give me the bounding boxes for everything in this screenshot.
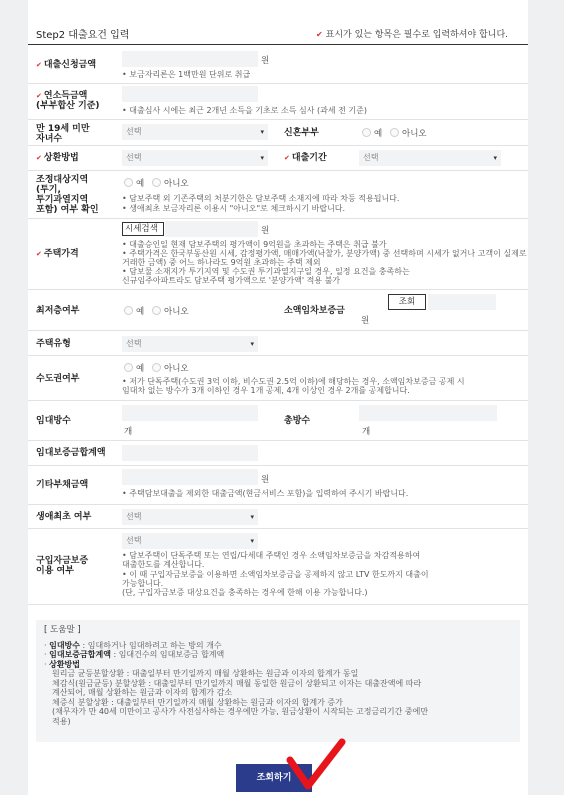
loan-period-select[interactable]: 선택 ▾	[359, 150, 501, 166]
metro-no-radio[interactable]: 아니오	[152, 362, 189, 374]
help-line: 체감식(원금균등) 분할상환 : 대출일부터 만기일까지 매월 동일한 원금이 상환되고 이자는 대출잔액에 따라	[52, 678, 422, 688]
newlywed-label: 신혼부부	[284, 128, 319, 138]
row-divider	[28, 528, 528, 529]
other-debt-unit: 원	[261, 475, 270, 485]
small-deposit-input[interactable]	[428, 294, 496, 310]
required-mark-icon: ✔	[36, 154, 42, 162]
metro-note-1: • 저가 단독주택(수도권 3억 이하, 비수도권 2.5억 이하)에 해당하는 경우, 소액임차보증금 공제 시	[122, 377, 465, 386]
row-divider	[28, 400, 528, 401]
loan-period-label: ✔ 대출기간	[284, 153, 327, 163]
help-line: (채무자가 만 40세 미만이고 공사가 사전심사하는 경우에만 가능, 원금상환이 시작되는 고정금리기간 중에만	[52, 707, 429, 716]
row-divider	[28, 604, 528, 605]
help-line: 계산되어, 매월 상환하는 원금과 이자의 합계가 감소	[52, 688, 233, 697]
newlywed-no-radio[interactable]: 아니오	[390, 127, 427, 139]
help-line: 원리금 균등분할상환 : 대출일부터 만기일까지 매월 상환하는 원금과 이자의 합계가 동일	[52, 669, 359, 678]
adjust-area-note-1: • 담보주택 외 기존주택의 처분기한은 담보주택 소재지에 따라 차등 적용됩니다.	[122, 194, 400, 203]
row-divider	[28, 355, 528, 356]
house-type-label: 주택유형	[36, 339, 71, 349]
row-divider	[28, 170, 528, 171]
loan-amount-unit: 원	[261, 56, 270, 66]
house-price-note-1: • 대출승인일 현재 담보주택의 평가액이 9억원을 초과하는 주택은 취급 불가	[122, 240, 387, 249]
guarantee-note-2: 대출한도를 계산합니다.	[122, 560, 205, 569]
guarantee-note-3: • 이 때 구입자금보증을 이용하면 소액임차보증금을 공제하지 않고 LTV 한도까지 대출이	[122, 570, 429, 579]
repayment-method-label: ✔ 상환방법	[36, 153, 79, 163]
house-price-label: ✔ 주택가격	[36, 249, 79, 259]
house-type-select[interactable]: 선택 ▾	[122, 336, 258, 352]
metro-area-label: 수도권여부	[36, 374, 80, 384]
rental-rooms-label: 임대방수	[36, 416, 71, 426]
under19-children-select[interactable]: 선택 ▾	[122, 124, 268, 140]
house-price-note-3: 거래한 금액) 중 어느 하나라도 9억원 초과하는 주택 제외	[122, 258, 321, 267]
row-divider	[28, 145, 528, 146]
required-mark-icon: ✔	[36, 92, 42, 100]
required-mark-icon: ✔	[36, 61, 42, 69]
small-deposit-label: 소액임차보증금	[284, 306, 345, 316]
metro-yes-radio[interactable]: 예	[124, 362, 144, 374]
row-divider	[28, 440, 528, 441]
guarantee-note-4: 가능합니다.	[122, 579, 164, 588]
house-price-input[interactable]	[165, 221, 258, 237]
help-box	[36, 620, 520, 742]
row-divider	[28, 465, 528, 466]
required-note: ✔ 표시가 있는 항목은 필수로 입력하셔야 합니다.	[315, 30, 508, 40]
help-line: 적용)	[52, 716, 71, 726]
lowest-floor-yes-radio[interactable]: 예	[124, 305, 144, 317]
repayment-method-select[interactable]: 선택 ▾	[122, 150, 268, 166]
radio-circle-icon	[152, 306, 161, 315]
section-title: Step2 대출요건 입력	[36, 30, 130, 41]
house-price-unit: 원	[261, 226, 270, 236]
radio-circle-icon	[124, 178, 133, 187]
radio-circle-icon	[124, 306, 133, 315]
radio-circle-icon	[390, 128, 399, 137]
first-time-label: 생애최초 여부	[36, 512, 92, 522]
other-debt-label: 기타부채금액	[36, 480, 89, 490]
rental-deposit-total-input[interactable]	[122, 445, 258, 461]
house-price-note-4: • 담보물 소재지가 투기지역 및 수도권 투기과열지구일 경우, 일정 요건을 충족하는	[122, 267, 410, 276]
required-mark-icon: ✔	[36, 250, 42, 258]
loan-requirements-panel	[28, 0, 528, 795]
required-check-icon: ✔	[315, 30, 323, 39]
header-divider	[28, 44, 528, 45]
loan-amount-input[interactable]	[122, 51, 258, 67]
other-debt-note: • 주택담보대출을 제외한 대출금액(현금서비스 포함)을 입력하여 주시기 바랍니다.	[122, 489, 409, 498]
total-rooms-label: 총방수	[284, 416, 311, 426]
annual-income-label: ✔ 연소득금액 (부부합산 기준)	[36, 91, 100, 111]
purchase-guarantee-select[interactable]: 선택 ▾	[122, 533, 258, 549]
purchase-guarantee-label: 구입자금보증 이용 여부	[36, 556, 89, 576]
radio-circle-icon	[124, 363, 133, 372]
newlywed-yes-radio[interactable]: 예	[362, 127, 382, 139]
row-divider	[28, 218, 528, 219]
help-line: 체증식 분할상환 : 대출일부터 만기일까지 매월 상환하는 원금과 이자의 합계가 증가	[52, 697, 343, 707]
other-debt-input[interactable]	[122, 469, 258, 485]
red-checkmark-icon	[286, 738, 346, 794]
radio-circle-icon	[152, 363, 161, 372]
help-rental-rooms: · 임대방수 : 임대하거나 임대하려고 하는 방의 개수	[44, 640, 222, 650]
rental-rooms-input[interactable]	[122, 405, 258, 421]
house-price-note-2: • 주택가격은 한국부동산원 시세, 감정평가액, 매매가액(낙찰가, 분양가액) 중 선택하며 시세가 없거나 고객이 실제로	[122, 249, 527, 258]
help-deposit: · 임대보증금합계액 : 임대건수의 임대보증금 합계액	[44, 650, 225, 659]
adjust-area-no-radio[interactable]: 아니오	[152, 177, 189, 189]
annual-income-note: • 대출심사 시에는 최근 2개년 소득을 기초로 소득 심사 (과세 전 기준)	[122, 106, 367, 115]
loan-amount-label: ✔ 대출신청금액	[36, 60, 97, 70]
lowest-floor-label: 최저층여부	[36, 306, 80, 316]
rental-deposit-total-label: 임대보증금합계액	[36, 448, 106, 458]
price-search-button[interactable]: 시세검색	[122, 222, 164, 236]
first-time-select[interactable]: 선택 ▾	[122, 509, 258, 525]
help-title: [ 도움말 ]	[44, 625, 81, 635]
row-divider	[28, 289, 528, 290]
adjust-area-note-2: • 생애최초 보금자리론 이용시 "아니오"로 체크하시기 바랍니다.	[122, 204, 346, 213]
total-rooms-input[interactable]	[359, 405, 497, 421]
radio-circle-icon	[152, 178, 161, 187]
loan-amount-note: • 보금자리론은 1백만원 단위로 취급	[122, 70, 251, 79]
radio-circle-icon	[362, 128, 371, 137]
adjust-area-label: 조정대상지역 (투기, 투기과열지역 포함) 여부 확인	[36, 175, 99, 215]
annual-income-input[interactable]	[122, 86, 258, 102]
row-divider	[28, 119, 528, 120]
total-rooms-unit: 개	[362, 427, 371, 437]
row-divider	[28, 504, 528, 505]
row-divider	[28, 83, 528, 84]
lookup-submit-button[interactable]: 조회하기	[236, 764, 312, 792]
adjust-area-yes-radio[interactable]: 예	[124, 177, 144, 189]
house-price-note-5: 신규임주아파트라도 담보주택 평가액으로 '분양가액' 적용 불가	[122, 276, 341, 285]
small-deposit-lookup-button[interactable]: 조회	[388, 294, 426, 310]
lowest-floor-no-radio[interactable]: 아니오	[152, 305, 189, 317]
row-divider	[28, 330, 528, 331]
metro-note-2: 임대차 없는 방수가 3개 이하인 경우 1개 공제, 4개 이상인 경우 2개를 공제합니다.	[122, 386, 410, 395]
required-mark-icon: ✔	[284, 154, 290, 162]
guarantee-note-5: (단, 구입자금보증 대상요건을 충족하는 경우에 한해 이용 가능합니다.)	[122, 588, 368, 597]
rental-rooms-unit: 개	[124, 427, 133, 437]
guarantee-note-1: • 담보주택이 단독주택 또는 연립/다세대 주택인 경우 소액임차보증금을 차감적용하여	[122, 551, 421, 560]
help-repayment: · 상환방법	[44, 659, 81, 669]
small-deposit-unit: 원	[361, 316, 370, 326]
under19-children-label: 만 19세 미만 자녀수	[36, 124, 90, 144]
